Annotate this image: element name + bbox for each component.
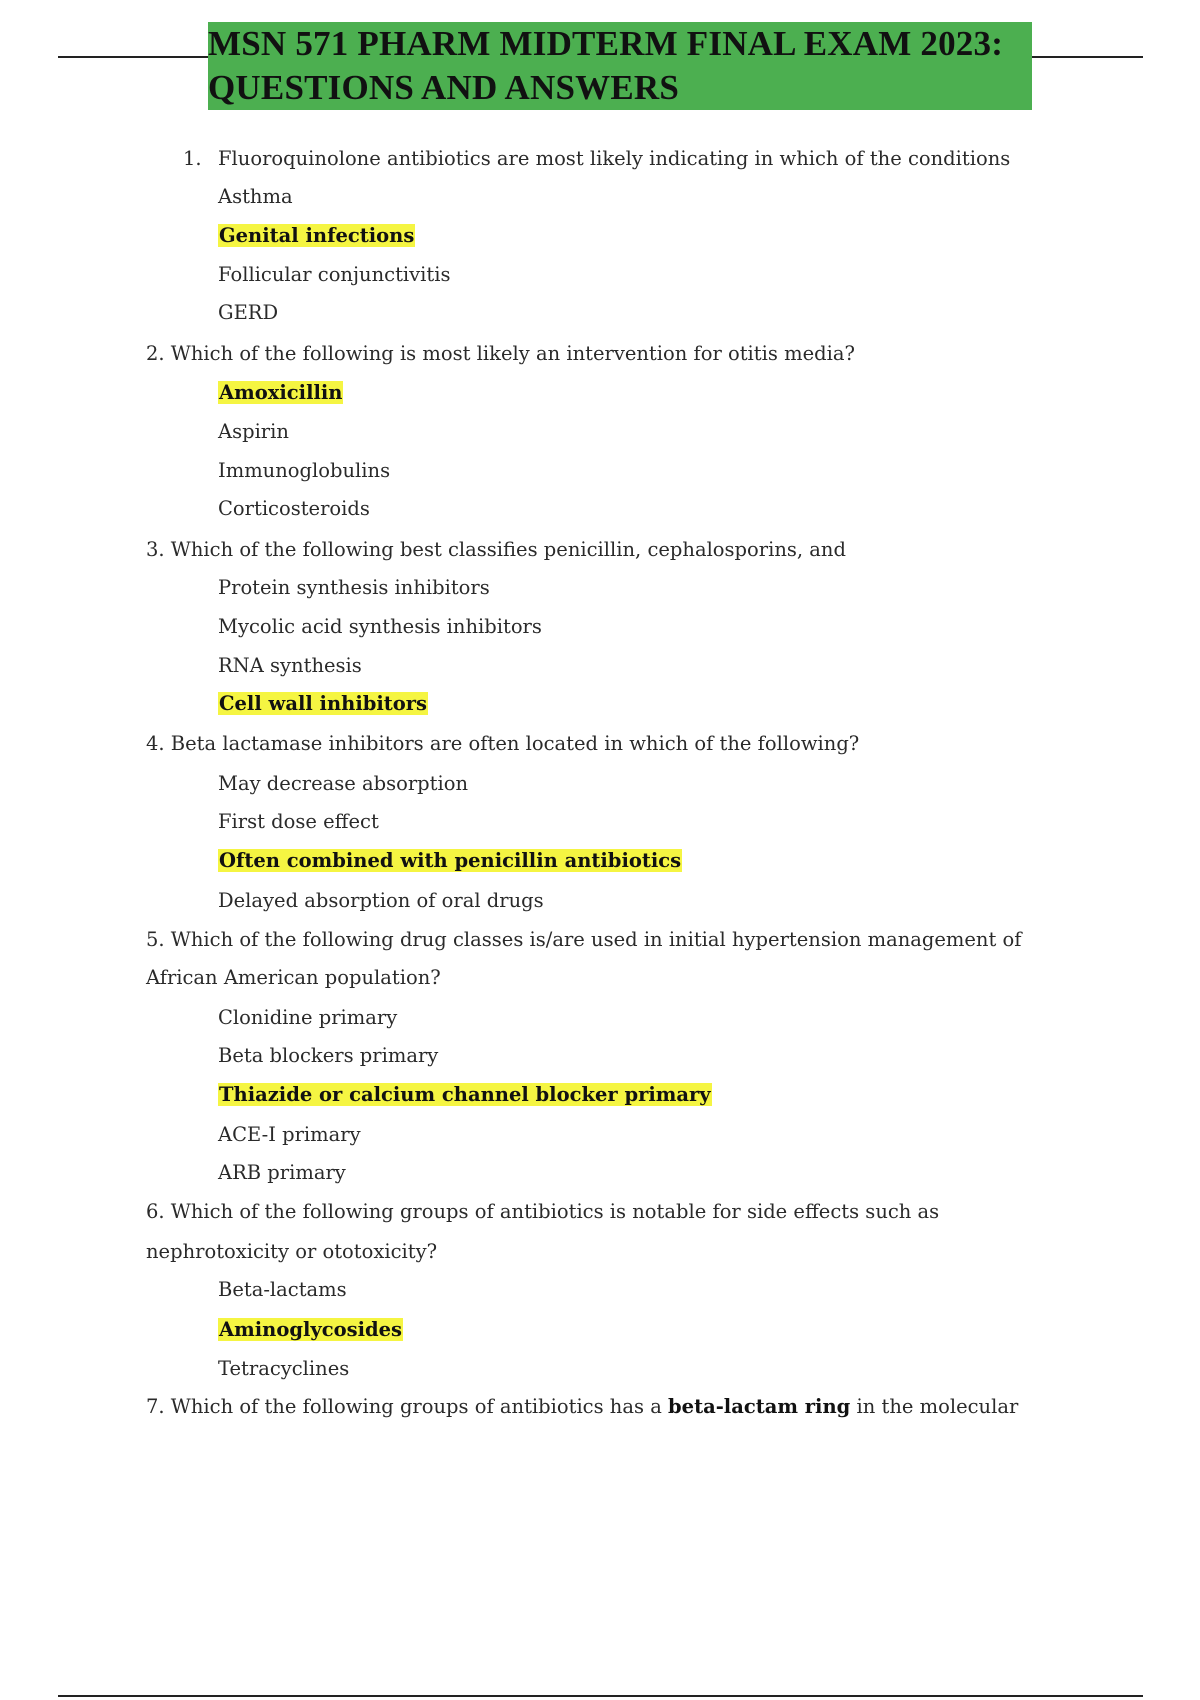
question-1-option-3: Follicular conjunctivitis: [218, 263, 451, 286]
question-3-option-2: Mycolic acid synthesis inhibitors: [218, 615, 542, 638]
question-2-option-1-correct: [218, 380, 343, 406]
document-title-banner: [208, 22, 1032, 110]
question-4-option-2: First dose effect: [218, 810, 379, 833]
document-title-line-1: MSN 571 PHARM MIDTERM FINAL EXAM 2023:: [208, 24, 1004, 63]
question-1-option-2-correct: [218, 223, 415, 249]
question-4-option-1: May decrease absorption: [218, 772, 469, 795]
question-2-option-4: Corticosteroids: [218, 497, 370, 520]
question-6-text-line-2: nephrotoxicity or ototoxicity?: [146, 1240, 438, 1263]
question-3-option-1: Protein synthesis inhibitors: [218, 576, 490, 599]
footer-rule: [58, 1695, 1143, 1697]
question-5-text-line-2: African American population?: [146, 966, 441, 989]
question-6-text-line-1: 6. Which of the following groups of antibiotics is notable for side effects such as: [146, 1200, 940, 1223]
question-6-option-3: Tetracyclines: [218, 1357, 350, 1380]
question-1-option-4: GERD: [218, 301, 279, 324]
correct-answer-highlight: Thiazide or calcium channel blocker primary: [219, 1083, 711, 1106]
correct-answer-highlight: Cell wall inhibitors: [219, 692, 428, 715]
question-5-option-2: Beta blockers primary: [218, 1044, 439, 1067]
question-6-option-2-correct: [218, 1317, 403, 1343]
question-4-option-3-correct: [218, 848, 682, 874]
correct-answer-highlight: Genital infections: [219, 224, 415, 247]
question-5-text-line-1: 5. Which of the following drug classes is/are used in initial hypertension management of: [146, 928, 1022, 951]
question-3-option-3: RNA synthesis: [218, 654, 362, 677]
question-7-text-after: in the molecular: [850, 1395, 1019, 1418]
question-2-option-3: Immunoglobulins: [218, 459, 391, 482]
question-4-option-4: Delayed absorption of oral drugs: [218, 889, 544, 912]
question-5-option-4: ACE-I primary: [218, 1123, 361, 1146]
question-1-option-1: Asthma: [218, 185, 293, 208]
question-1-number: 1.: [183, 147, 202, 170]
document-title-line-2: QUESTIONS AND ANSWERS: [208, 68, 680, 107]
question-1-text: Fluoroquinolone antibiotics are most likely indicating in which of the conditions: [218, 147, 1011, 170]
correct-answer-highlight: Amoxicillin: [219, 381, 343, 404]
correct-answer-highlight: Aminoglycosides: [219, 1318, 403, 1341]
question-2-option-2: Aspirin: [218, 420, 289, 443]
question-5-option-5: ARB primary: [218, 1161, 346, 1184]
question-7-text-before: 7. Which of the following groups of antibiotics has a: [146, 1395, 669, 1418]
question-7-text-bold: beta-lactam ring: [668, 1395, 851, 1418]
question-3-option-4-correct: [218, 691, 428, 717]
question-1: [183, 146, 1010, 172]
question-6-option-1: Beta-lactams: [218, 1278, 347, 1301]
correct-answer-highlight: Often combined with penicillin antibiotics: [219, 849, 682, 872]
question-2-text: 2. Which of the following is most likely an intervention for otitis media?: [146, 342, 855, 365]
question-5-option-3-correct: [218, 1082, 712, 1108]
question-5-option-1: Clonidine primary: [218, 1006, 398, 1029]
question-3-text: 3. Which of the following best classifies penicillin, cephalosporins, and: [146, 538, 846, 561]
question-4-text: 4. Beta lactamase inhibitors are often located in which of the following?: [146, 732, 860, 755]
question-7-text: [146, 1394, 1018, 1420]
